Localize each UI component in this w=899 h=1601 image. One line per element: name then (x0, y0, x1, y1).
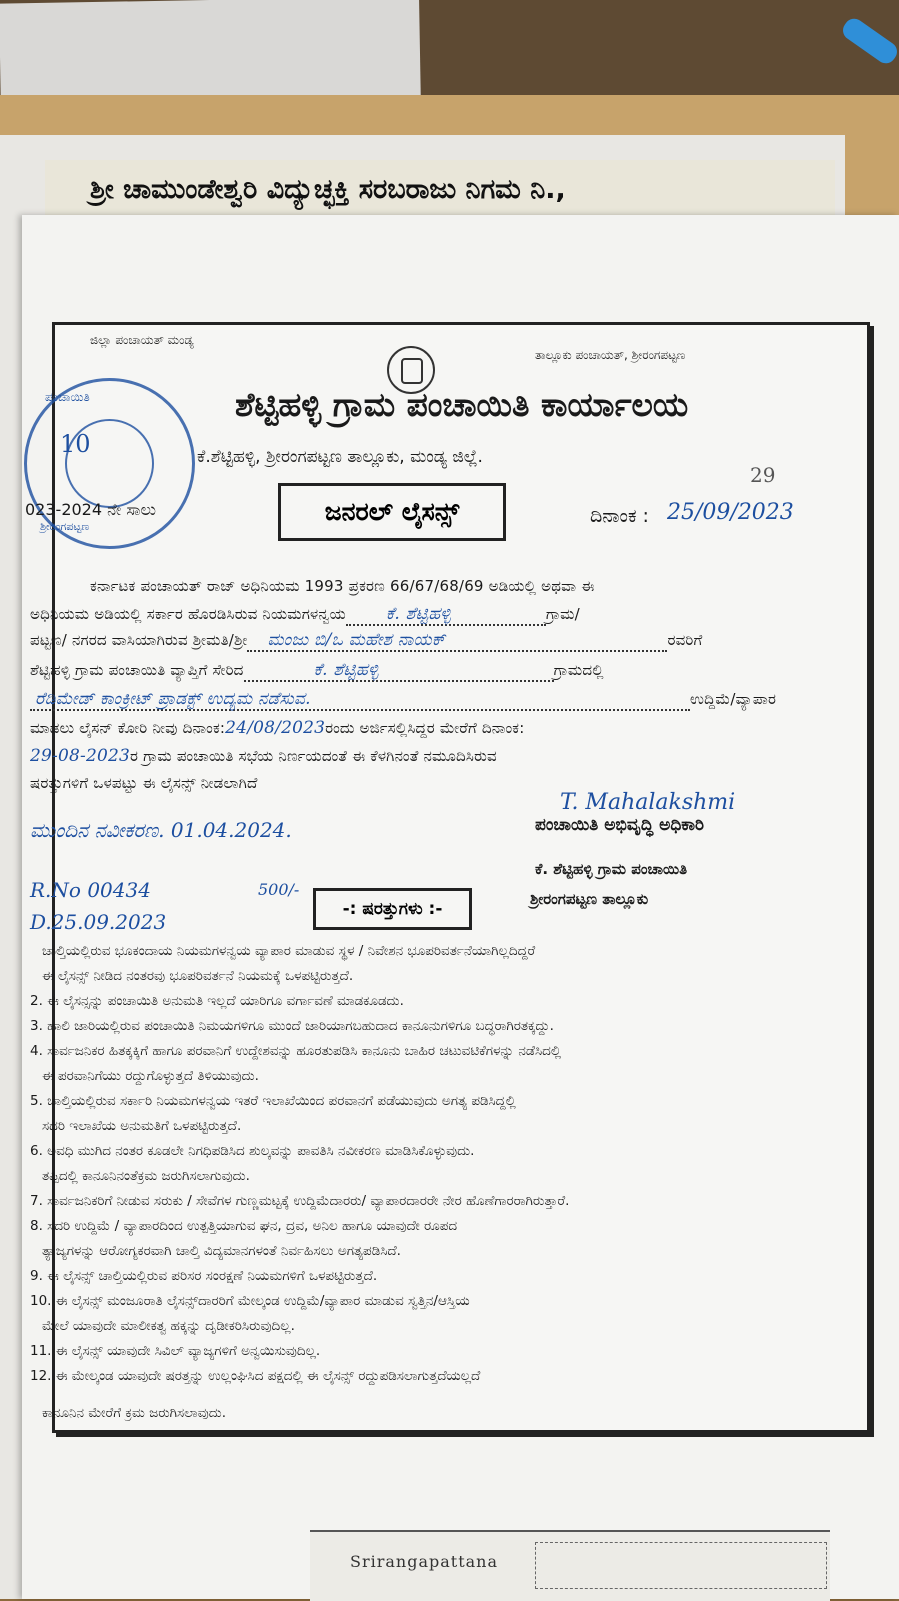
meeting-date-handwritten: 29-08-2023 (30, 746, 131, 766)
office-address: ಕೆ.ಶೆಟ್ಟಿಹಳ್ಳಿ, ಶ್ರೀರಂಗಪಟ್ಟಣ ತಾಲ್ಲೂಕು, ಮಂಡ್ಯ ಜಿಲ್ಲೆ. (197, 447, 483, 467)
receipt-number-handwritten: R.No 00434 (30, 878, 151, 902)
officer-title: ಪಂಚಾಯಿತಿ ಅಭಿವೃದ್ಧಿ ಅಧಿಕಾರಿ (535, 815, 704, 835)
condition-line: 8. ಸದರಿ ಉದ್ದಿಮೆ / ವ್ಯಾಪಾರದಿಂದ ಉತ್ಪತ್ತಿಯಾಗುವ ಘನ, ದ್ರವ, ಅನಿಲ ಹಾಗೂ ಯಾವುದೇ ರೂಪದ (30, 1218, 458, 1234)
condition-line: 11. ಈ ಲೈಸನ್ಸ್ ಯಾವುದೇ ಸಿವಿಲ್ ವ್ಯಾಜ್ಯಗಳಿಗೆ ಅನ್ವಯಿಸುವುದಿಲ್ಲ. (30, 1343, 321, 1359)
officer-taluk: ಶ್ರೀರಂಗಪಟ್ಟಣ ತಾಲ್ಲೂಕು (530, 890, 649, 908)
footer-form (310, 1530, 830, 1601)
condition-line: ಈ ಲೈಸನ್ಸ್ ನೀಡಿದ ನಂತರವು ಭೂಪರಿವರ್ತನೆ ನಿಯಮಕ್ಕೆ ಒಳಪಟ್ಟಿರುತ್ತದೆ. (42, 968, 354, 984)
renewal-note-handwritten: ಮುಂದಿನ ನವೀಕರಣ. 01.04.2024. (30, 818, 292, 842)
officer-office: ಕೆ. ಶೆಟ್ಟಿಹಳ್ಳಿ ಗ್ರಾಮ ಪಂಚಾಯಿತಿ (535, 860, 688, 878)
conditions-title: -: ಷರತ್ತುಗಳು :- (313, 888, 472, 930)
body-line-7: 29-08-2023ರ ಗ್ರಾಮ ಪಂಚಾಯಿತಿ ಸಭೆಯ ನಿರ್ಣಯದಂತೆ ಈ ಕೆಳಗಿನಂತೆ ನಮೂದಿಸಿರುವ (30, 746, 497, 766)
receipt-date-handwritten: D.25.09.2023 (30, 910, 167, 934)
body-line-3: ಪಟ್ಟಣ/ ನಗರದ ವಾಸಿಯಾಗಿರುವ ಶ್ರೀಮತಿ/ಶ್ರೀ ಮಂಜು ಬಿ/ಒ ಮಹೇಶ ನಾಯಕ್ ರವರಿಗೆ (30, 630, 703, 650)
seal-text-bottom: ಶ್ರೀರಂಗಪಟ್ಟಣ (40, 520, 90, 533)
condition-line: ಚಾಲ್ತಿಯಲ್ಲಿರುವ ಭೂಕಂದಾಯ ನಿಯಮಗಳನ್ವಯ ವ್ಯಾಪಾರ ಮಾಡುವ ಸ್ಥಳ / ನಿವೇಶನ ಭೂಪರಿವರ್ತನೆಯಾಗಿಲ್ಲದಿದ್ದರೆ (42, 943, 536, 959)
business-type-handwritten: ರೆಡಿಮೇಡ್ ಕಾಂಕ್ರೀಟ್ ಪ್ರಾಡಕ್ಟ್ ಉದ್ಯಮ ನಡೆಸುವ. (35, 689, 311, 709)
condition-line: 12. ಈ ಮೇಲ್ಕಂಡ ಯಾವುದೇ ಷರತ್ತನ್ನು ಉಲ್ಲಂಘಿಸಿದ ಪಕ್ಷದಲ್ಲಿ ಈ ಲೈಸನ್ಸ್ ರದ್ದುಪಡಿಸಲಾಗುತ್ತದೆಯಲ್ಲದೆ (30, 1368, 481, 1384)
district-panchayat-label: ಜಿಲ್ಲಾ ಪಂಚಾಯತ್ ಮಂಡ್ಯ (90, 333, 194, 347)
village-handwritten: ಕೆ. ಶೆಟ್ಟಿಹಳ್ಳಿ (385, 604, 451, 624)
village-handwritten-2: ಕೆ. ಶೆಟ್ಟಿಹಳ್ಳಿ (313, 660, 379, 680)
condition-line: 4. ಸಾರ್ವಜನಿಕರ ಹಿತಕ್ಕಕ್ಕಿಗೆ ಹಾಗೂ ಪರವಾನಿಗೆ ಉದ್ದೇಶವನ್ನು ಹೂರತುಪಡಿಸಿ ಕಾನೂನು ಬಾಹಿರ ಚಟುವಟಿಕೆಗಳನ್ನು ನಡೆಸಿದಲ್ಲಿ (30, 1043, 562, 1059)
footer-label: Srirangapattana (350, 1552, 499, 1571)
application-date-handwritten: 24/08/2023 (225, 718, 326, 738)
date-label: ದಿನಾಂಕ : (590, 505, 649, 527)
condition-line: 7. ಸಾರ್ವಜನಿಕರಿಗೆ ನೀಡುವ ಸರುಕು / ಸೇವೆಗಳ ಗುಣ್ಣಮಟ್ಟಕ್ಕೆ ಉದ್ದಿಮೆದಾರರು/ ವ್ಯಾಪಾರದಾರರೇ ನೇರ ಹೊಣೆಗಾರರಾಗಿರುತ್ತಾರೆ. (30, 1193, 570, 1209)
fee-handwritten: 500/- (258, 880, 300, 899)
licensee-name-handwritten: ಮಂಜು ಬಿ/ಒ ಮಹೇಶ ನಾಯಕ್ (267, 630, 446, 650)
condition-line: ಮೇಲೆ ಯಾವುದೇ ಮಾಲೀಕತ್ವ ಹಕ್ಕನ್ನು ದೃಡೀಕರಿಸಿರುವುದಿಲ್ಲ. (42, 1318, 295, 1334)
officer-signature: T. Mahalakshmi (560, 790, 736, 815)
condition-line: ಈ ಪರವಾನಿಗೆಯು ರದ್ದುಗೊಳ್ಳುತ್ತದೆ ತಿಳಿಯುವುದು. (42, 1068, 259, 1084)
body-line-1: ಕರ್ನಾಟಕ ಪಂಚಾಯತ್ ರಾಜ್ ಅಧಿನಿಯಮ 1993 ಪ್ರಕರಣ 66/67/68/69 ಅಡಿಯಲ್ಲಿ ಅಥವಾ ಈ (90, 577, 595, 595)
taluk-panchayat-label: ತಾಲ್ಲೂಕು ಪಂಚಾಯತ್, ಶ್ರೀರಂಗಪಟ್ಟಣ (535, 348, 686, 362)
page-number: 29 (750, 463, 776, 487)
license-number-handwritten: 10 (60, 430, 91, 458)
condition-line: ಸದರಿ ಇಲಾಖೆಯ ಅನುಮತಿಗೆ ಒಳಪಟ್ಟಿರುತ್ತದೆ. (42, 1118, 242, 1134)
body-line-8: ಷರತ್ತುಗಳಿಗೆ ಒಳಪಟ್ಟು ಈ ಲೈಸನ್ಸ್ ನೀಡಲಾಗಿದೆ (30, 774, 258, 792)
body-line-2: ಅಧಿನಿಯಮ ಅಡಿಯಲ್ಲಿ ಸರ್ಕಾರ ಹೊರಡಿಸಿರುವ ನಿಯಮಗಳನ್ವಯ ಕೆ. ಶೆಟ್ಟಿಹಳ್ಳಿ ಗ್ರಾಮ/ (30, 604, 580, 624)
condition-line: 6. ಅವಧಿ ಮುಗಿದ ನಂತರ ಕೂಡಲೇ ನಿಗಧಿಪಡಿಸಿದ ಶುಲ್ಕವನ್ನು ಪಾವತಿಸಿ ನವೀಕರಣ ಮಾಡಿಸಿಕೊಳ್ಳುವುದು. (30, 1143, 475, 1159)
condition-line: 5. ಚಾಲ್ತಿಯಲ್ಲಿರುವ ಸರ್ಕಾರಿ ನಿಯಮಗಳನ್ವಯ ಇತರೆ ಇಲಾಖೆಯಿಂದ ಪರವಾನಗೆ ಪಡೆಯುವುದು ಅಗತ್ಯ ಪಡಿಸಿದ್ದಲ್ಲಿ (30, 1093, 516, 1109)
footer-input-box (535, 1542, 827, 1589)
condition-line: ತ್ಯಾಜ್ಯಗಳನ್ನು ಆರೋಗ್ಯಕರವಾಗಿ ಚಾಲ್ತಿ ವಿದ್ಯಮಾನಗಳಂತೆ ನಿರ್ವಹಿಸಲು ಅಗತ್ಯಪಡಿಸಿದೆ. (42, 1243, 401, 1259)
date-value: 25/09/2023 (667, 500, 794, 525)
condition-line: 9. ಈ ಲೈಸನ್ಸ್ ಚಾಲ್ತಿಯಲ್ಲಿರುವ ಪರಿಸರ ಸಂರಕ್ಷಣೆ ನಿಯಮಗಳಿಗೆ ಒಳಪಟ್ಟಿರುತ್ತದೆ. (30, 1268, 378, 1284)
office-title: ಶೆಟ್ಟಿಹಳ್ಳಿ ಗ್ರಾಮ ಪಂಚಾಯಿತಿ ಕಾರ್ಯಾಲಯ (235, 385, 689, 424)
condition-line: ತಪ್ಪಿದಲ್ಲಿ ಕಾನೂನಿನಂತೆಕ್ರಮ ಜರುಗಿಸಲಾಗುವುದು. (42, 1168, 250, 1184)
body-line-6: ಮಾಡಲು ಲೈಸನ್ ಕೋರಿ ನೀವು ದಿನಾಂಕ:24/08/2023ರಂದು ಅರ್ಜಿಸಲ್ಲಿಸಿದ್ದರ ಮೇರೆಗೆ ದಿನಾಂಕ: (30, 718, 525, 738)
condition-line: ಕಾನೂನಿನ ಮೇರೆಗೆ ಕ್ರಮ ಜರುಗಿಸಲಾವುದು. (42, 1405, 226, 1421)
license-year-label: 023-2024 ನೇ ಸಾಲು (25, 500, 156, 519)
license-type-title: ಜನರಲ್ ಲೈಸನ್ಸ್ (278, 483, 506, 541)
body-line-5: ರೆಡಿಮೇಡ್ ಕಾಂಕ್ರೀಟ್ ಪ್ರಾಡಕ್ಟ್ ಉದ್ಯಮ ನಡೆಸುವ. ಉದ್ದಿಮೆ/ವ್ಯಾಪಾರ (30, 689, 776, 711)
condition-line: 3. ಹಾಲಿ ಜಾರಿಯಲ್ಲಿರುವ ಪಂಚಾಯಿತಿ ನಿಮಯಗಳಿಗೂ ಮುಂದೆ ಜಾರಿಯಾಗಬಹುದಾದ ಕಾನೂನುಗಳಿಗೂ ಬದ್ಧರಾಗಿರತಕ್ಕದ್ದು. (30, 1018, 554, 1034)
condition-line: 10. ಈ ಲೈಸನ್ಸ್ ಮಂಜೂರಾತಿ ಲೈಸನ್ಸ್‌ದಾರರಿಗೆ ಮೇಲ್ಕಂಡ ಉದ್ದಿಮೆ/ವ್ಯಾಪಾರ ಮಾಡುವ ಸ್ವತ್ತಿನ/ಆಸ್ತಿಯ (30, 1293, 470, 1309)
seal-text-top: ಪಂಚಾಯಿತಿ (45, 390, 90, 404)
electricity-company-header: ಶ್ರೀ ಚಾಮುಂಡೇಶ್ವರಿ ವಿದ್ಯುಚ್ಛಕ್ತಿ ಸರಬರಾಜು ನಿಗಮ ನಿ., (45, 160, 835, 220)
condition-line: 2. ಈ ಲೈಸನ್ಸನ್ನು ಪಂಚಾಯಿತಿ ಅನುಮತಿ ಇಲ್ಲದೆ ಯಾರಿಗೂ ವರ್ಗಾವಣೆ ಮಾಡಕೂಡದು. (30, 993, 404, 1009)
body-line-4: ಶೆಟ್ಟಿಹಳ್ಳಿ ಗ್ರಾಮ ಪಂಚಾಯಿತಿ ವ್ಯಾಪ್ತಿಗೆ ಸೇರಿದ ಕೆ. ಶೆಟ್ಟಿಹಳ್ಳಿ ಗ್ರಾಮದಲ್ಲಿ (30, 660, 604, 680)
